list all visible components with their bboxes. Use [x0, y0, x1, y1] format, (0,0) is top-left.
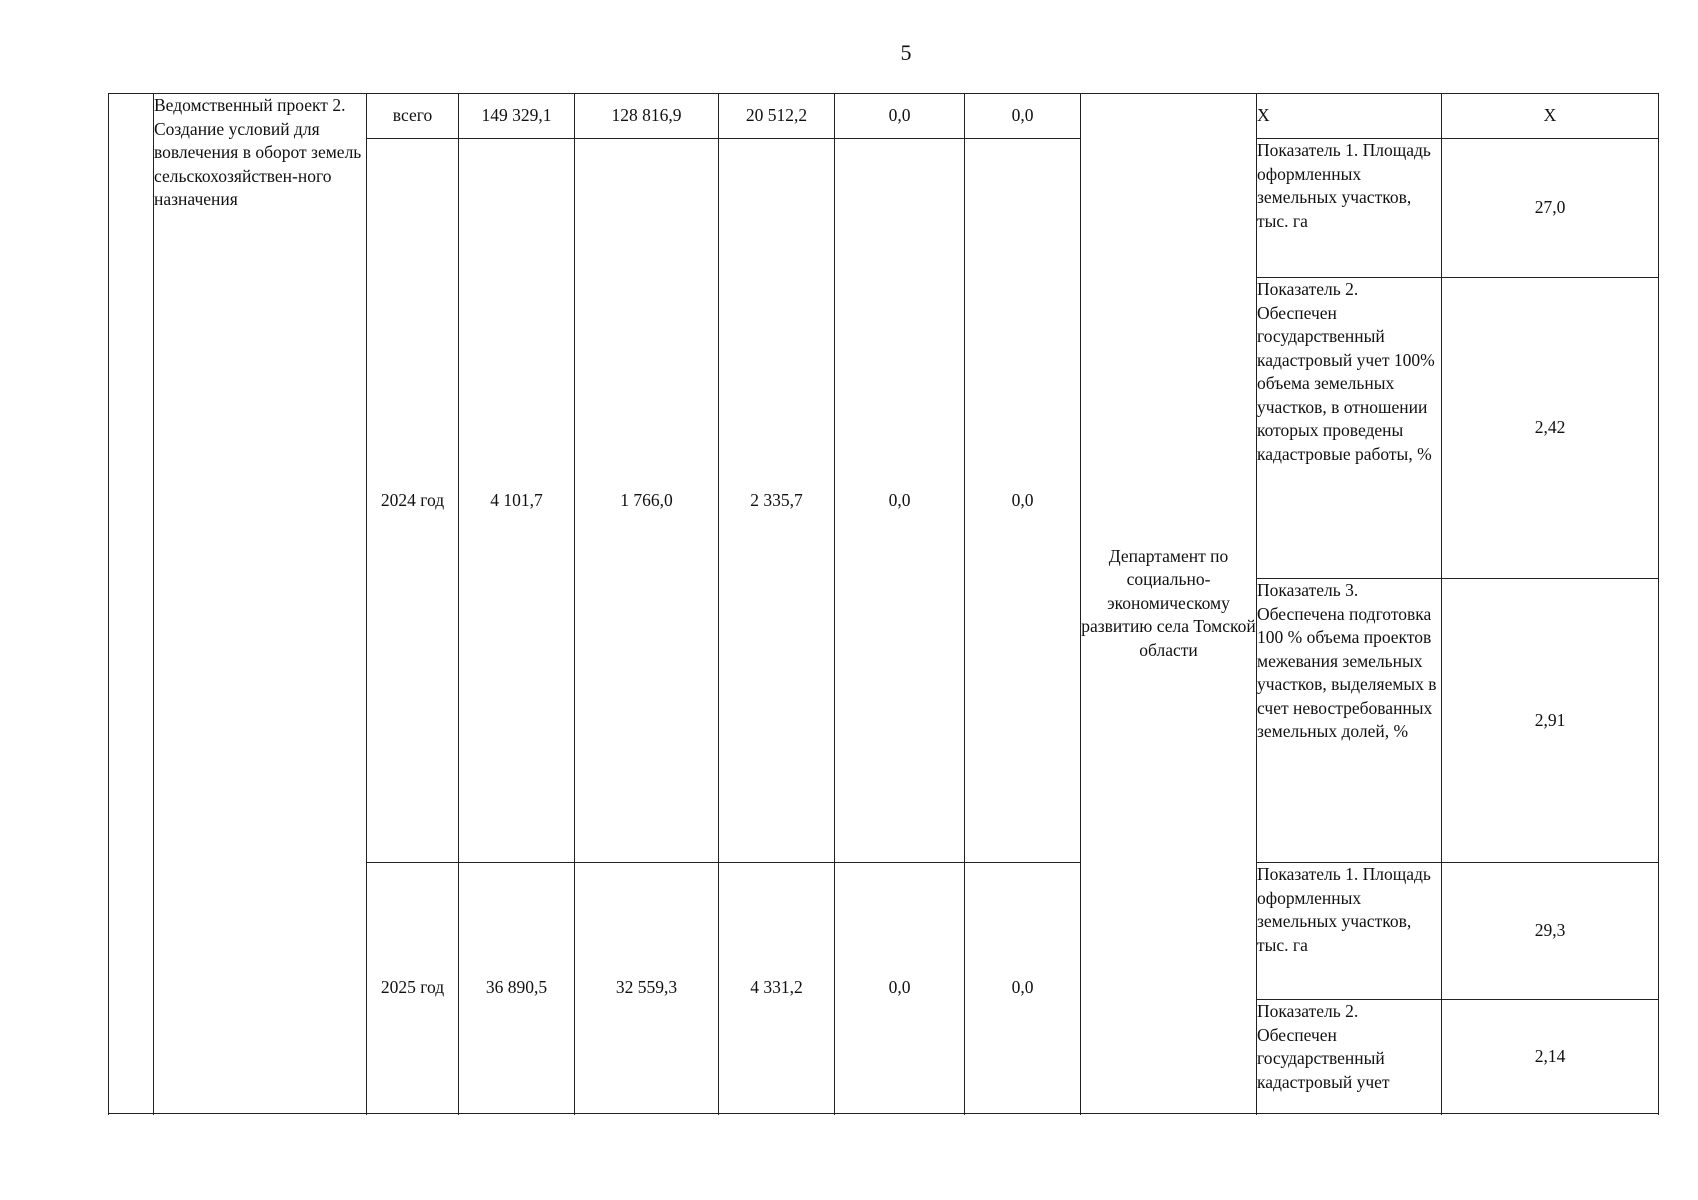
- total-cell: 149 329,1: [459, 94, 575, 139]
- table-row-total: [109, 94, 1659, 139]
- indicator-value-cell: 2,14: [1442, 1000, 1659, 1114]
- indicator-name-cell: Показатель 3. Обеспечена подготовка 100 % объема проектов межевания земельных участков, выделяемых в счет невостребованных земельных долей, %: [1257, 579, 1442, 863]
- indicator-value-cell: Х: [1442, 94, 1659, 139]
- period-cell: 2024 год: [367, 139, 459, 863]
- funding-cell: 1 766,0: [575, 139, 719, 863]
- funding-cell: 0,0: [835, 94, 965, 139]
- project-name-cell: [154, 94, 367, 1114]
- indicator-name-cell: Показатель 1. Площадь оформленных земельных участков, тыс. га: [1257, 139, 1442, 278]
- indicator-name-cell: Х: [1257, 94, 1442, 139]
- indicator-value-cell: 2,42: [1442, 278, 1659, 579]
- department-name: Департамент по социально-экономическому развитию села Томской области: [1081, 545, 1256, 660]
- indicator-value-cell: 2,91: [1442, 579, 1659, 863]
- funding-cell: 2 335,7: [719, 139, 835, 863]
- page-number: 5: [900, 40, 912, 65]
- total-cell: 4 101,7: [459, 139, 575, 863]
- funding-cell: 4 331,2: [719, 863, 835, 1114]
- funding-cell: 128 816,9: [575, 94, 719, 139]
- indicator-name-cell: Показатель 1. Площадь оформленных земельных участков, тыс. га: [1257, 863, 1442, 1000]
- indicator-value-cell: 29,3: [1442, 863, 1659, 1000]
- funding-cell: 32 559,3: [575, 863, 719, 1114]
- funding-cell: 0,0: [835, 863, 965, 1114]
- indicator-name-cell: Показатель 2. Обеспечен государственный кадастровый учет 100% объема земельных участков, в отношении которых проведены кадастровые работы, %: [1257, 278, 1442, 579]
- department-cell: [1081, 94, 1257, 1114]
- funding-cell: 0,0: [965, 863, 1081, 1114]
- funding-cell: 0,0: [965, 139, 1081, 863]
- period-cell: 2025 год: [367, 863, 459, 1114]
- funding-cell: 0,0: [965, 94, 1081, 139]
- indicator-value-cell: 27,0: [1442, 139, 1659, 278]
- period-cell: всего: [367, 94, 459, 139]
- index-cell: [109, 94, 154, 1114]
- program-table: [108, 93, 1659, 1114]
- funding-cell: 20 512,2: [719, 94, 835, 139]
- project-name: Ведомственный проект 2. Создание условий для вовлечения в оборот земель сельскохозяйствен-ного назначения: [154, 95, 362, 209]
- total-cell: 36 890,5: [459, 863, 575, 1114]
- funding-cell: 0,0: [835, 139, 965, 863]
- indicator-name-cell: Показатель 2. Обеспечен государственный кадастровый учет: [1257, 1000, 1442, 1114]
